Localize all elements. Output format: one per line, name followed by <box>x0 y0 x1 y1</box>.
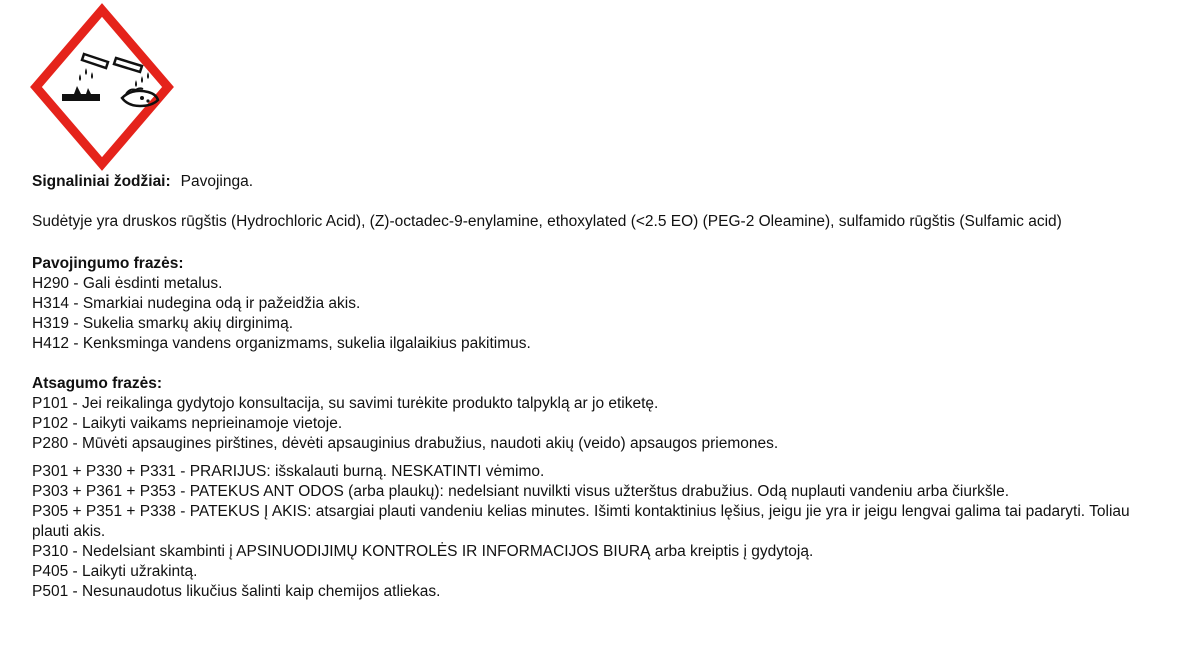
precaution-item: P102 - Laikyti vaikams neprieinamoje vietoje. <box>32 415 343 432</box>
precaution-item: P501 - Nesunaudotus likučius šalinti kaip chemijos atliekas. <box>32 583 441 600</box>
signal-word-row <box>32 172 1152 192</box>
hazard-item: H314 - Smarkiai nudegina odą ir pažeidžia akis. <box>32 295 361 312</box>
hazard-item: H290 - Gali ėsdinti metalus. <box>32 275 223 292</box>
hazard-statements <box>32 254 1152 354</box>
composition-text: Sudėtyje yra druskos rūgštis (Hydrochloric Acid), (Z)-octadec-9-enylamine, ethoxylated (<2.5 EO) (PEG-2 Oleamine), sulfamido rūgštis (Sulfamic acid) <box>32 213 1062 230</box>
hazard-item: H319 - Sukelia smarkų akių dirginimą. <box>32 315 294 332</box>
precaution-item: P303 + P361 + P353 - PATEKUS ANT ODOS (arba plaukų): nedelsiant nuvilkti visus užterštus drabužius. Odą nuplauti vandeniu arba čiurkšle. <box>32 483 1010 500</box>
precaution-item: P301 + P330 + P331 - PRARIJUS: išskalauti burną. NESKATINTI vėmimo. <box>32 463 545 480</box>
precaution-item: P101 - Jei reikalinga gydytojo konsultacija, su savimi turėkite produkto talpyklą ar jo etiketę. <box>32 395 659 412</box>
precautionary-statements <box>32 374 1152 602</box>
label-content <box>32 172 1152 602</box>
precaution-item: P305 + P351 + P338 - PATEKUS Į AKIS: atsargiai plauti vandeniu kelias minutes. Išimti kontaktinius lęšius, jeigu jie yra ir jeigu lengvai galima tai padaryti. Toliau plauti akis. <box>32 503 1130 540</box>
precaution-item: P280 - Mūvėti apsaugines pirštines, dėvėti apsauginius drabužius, naudoti akių (veido) apsaugos priemones. <box>32 435 779 452</box>
precaution-item: P310 - Nedelsiant skambinti į APSINUODIJIMŲ KONTROLĖS IR INFORMACIJOS BIURĄ arba kreiptis į gydytoją. <box>32 543 814 560</box>
signal-word-value: Pavojinga. <box>180 173 254 190</box>
precaution-item: P405 - Laikyti užrakintą. <box>32 563 198 580</box>
signal-word-label: Signaliniai žodžiai: <box>32 173 171 190</box>
hazard-item: H412 - Kenksminga vandens organizmams, sukelia ilgalaikius pakitimus. <box>32 335 531 352</box>
ghs05-corrosion-icon <box>30 2 174 172</box>
hazard-title: Pavojingumo frazės: <box>32 255 184 272</box>
precaution-title: Atsagumo frazės: <box>32 375 163 392</box>
